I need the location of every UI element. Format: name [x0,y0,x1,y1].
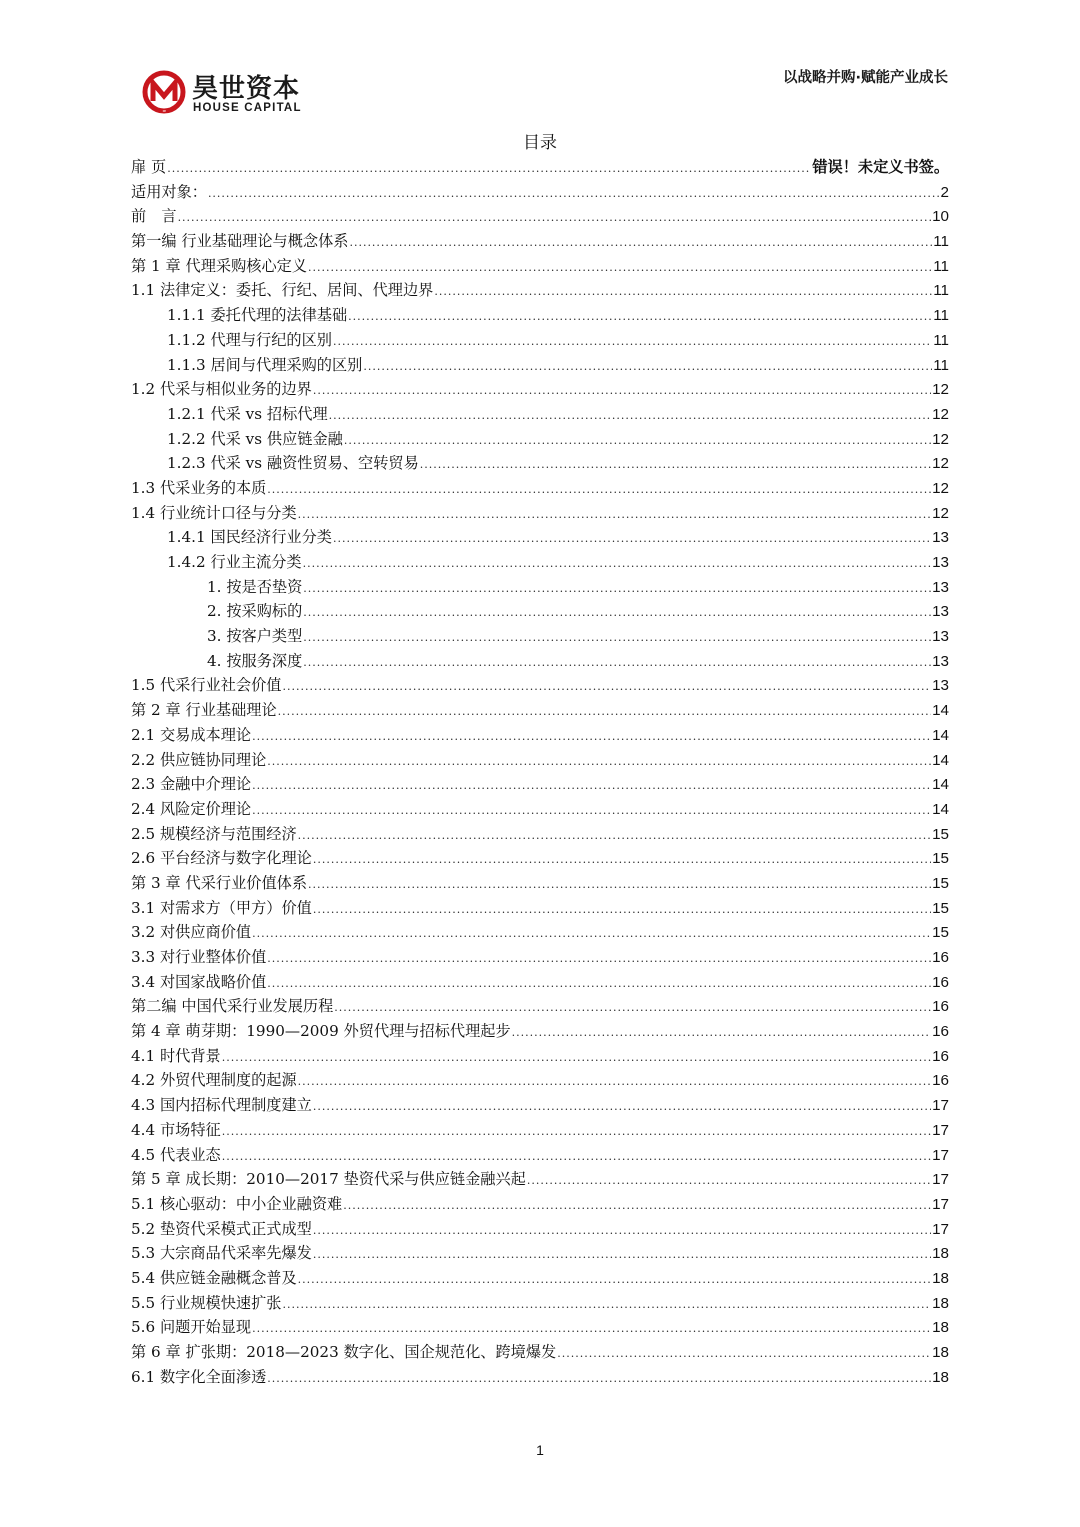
toc-entry-label: 4. 按服务深度 [207,651,303,670]
toc-entry[interactable] [131,1315,949,1340]
toc-entry-label: 第 5 章 成长期：2010—2017 垫资代采与供应链金融兴起 [131,1170,526,1189]
toc-entry[interactable] [131,1143,949,1168]
toc-entry-page: 13 [932,652,949,670]
toc-entry-label: 5.2 垫资代采模式正式成型 [131,1219,312,1238]
toc-entry-label: 第一编 行业基础理论与概念体系 [131,232,349,251]
toc-dot-leader [298,1268,931,1293]
toc-entry-label: 2.4 风险定价理论 [131,799,252,818]
toc-entry-label: 1.1.2 代理与行纪的区别 [167,330,332,349]
page-header [0,0,1080,130]
toc-dot-leader [334,996,931,1021]
toc-entry-page: 11 [933,282,949,300]
toc-entry-label: 3.3 对行业整体价值 [131,948,267,966]
toc-entry-label: 1.4.2 行业主流分类 [167,553,302,571]
toc-entry-page: 18 [932,1319,949,1337]
table-of-contents [131,155,949,1389]
toc-entry-label: 3. 按客户类型 [207,627,303,646]
toc-entry-label: 3.4 对国家战略价值 [131,972,267,991]
toc-dot-leader [252,725,931,750]
toc-entry-page: 18 [932,1344,949,1361]
toc-entry[interactable] [131,303,949,328]
toc-entry[interactable] [131,1365,949,1390]
toc-entry-page: 16 [932,998,949,1016]
toc-dot-leader [252,799,931,824]
toc-entry[interactable] [131,673,949,698]
toc-dot-leader [313,848,931,873]
toc-entry-label: 1.4 行业统计口径与分类 [131,503,297,522]
toc-entry-label: 第二编 中国代采行业发展历程 [131,997,334,1016]
toc-entry-page: 18 [932,1269,949,1287]
toc-dot-leader [303,601,931,626]
toc-title: 目录 [523,133,557,153]
toc-entry-label: 3.2 对供应商价值 [131,923,252,942]
toc-entry[interactable] [131,254,949,279]
toc-entry-page: 18 [932,1294,949,1312]
toc-entry-page: 15 [932,850,949,868]
toc-entry-label: 4.1 时代背景 [131,1046,221,1065]
toc-entry-page: 10 [932,208,949,226]
page-number: 1 [536,1442,544,1458]
company-logo [142,66,312,122]
toc-entry-page: 14 [932,726,949,744]
toc-entry[interactable] [131,427,949,452]
toc-dot-leader [343,1194,931,1219]
toc-entry-page: 13 [932,578,949,596]
toc-entry-page: 13 [932,529,949,547]
toc-entry-page: 11 [933,307,949,325]
toc-dot-leader [420,453,931,478]
toc-entry-page: 16 [932,1023,949,1041]
toc-dot-leader [313,379,931,404]
toc-entry[interactable] [131,723,949,748]
toc-entry-label: 6.1 数字化全面渗透 [131,1367,267,1386]
toc-entry-label: 5.4 供应链金融概念普及 [131,1268,297,1287]
toc-entry-label: 适用对象： [131,182,207,201]
toc-entry-page: 12 [932,430,949,448]
toc-entry-page: 14 [932,776,949,794]
toc-dot-leader [267,1367,931,1392]
toc-entry-label: 第 4 章 萌芽期：1990—2009 外贸代理与招标代理起步 [131,1022,511,1041]
toc-entry-page: 12 [932,405,949,423]
toc-entry-label: 1. 按是否垫资 [207,577,303,596]
toc-dot-leader [252,1317,931,1342]
toc-entry[interactable] [131,155,949,180]
toc-entry[interactable] [131,501,949,526]
toc-entry[interactable] [131,278,949,303]
logo-english-name: HOUSE CAPITAL [193,102,302,114]
toc-entry-page: 16 [932,1047,949,1065]
toc-dot-leader [208,182,940,207]
toc-entry-label: 1.5 代采行业社会价值 [131,676,282,695]
toc-dot-leader [349,231,932,256]
toc-entry-label: 5.3 大宗商品代采率先爆发 [131,1244,312,1263]
toc-dot-leader [298,1070,931,1095]
toc-entry-label: 4.3 国内招标代理制度建立 [131,1096,312,1115]
toc-entry-label: 1.2.1 代采 vs 招标代理 [167,404,328,423]
toc-dot-leader [222,1145,931,1170]
toc-entry-page: 2 [940,183,949,201]
toc-entry-page: 14 [932,751,949,769]
toc-entry-page: 14 [932,702,949,720]
toc-dot-leader [313,898,931,923]
toc-entry[interactable] [131,353,949,378]
toc-entry-label: 1.2 代采与相似业务的边界 [131,380,312,399]
toc-entry[interactable] [131,920,949,945]
toc-entry-page: 11 [933,331,949,349]
toc-entry[interactable] [131,1217,949,1242]
toc-entry[interactable] [131,772,949,797]
toc-entry-page: 16 [932,1072,949,1090]
toc-entry-label: 第 6 章 扩张期：2018—2023 数字化、国企规范化、跨境爆发 [131,1343,557,1361]
toc-entry-label: 第 3 章 代采行业价值体系 [131,873,308,892]
house-capital-logo-icon [142,70,186,114]
toc-entry-page: 18 [932,1368,949,1386]
toc-entry-page: 12 [932,455,949,473]
toc-entry[interactable] [131,1340,949,1365]
toc-entry-label: 1.4.1 国民经济行业分类 [167,528,332,547]
toc-dot-leader [333,527,931,552]
toc-dot-leader [363,355,932,380]
toc-dot-leader [298,824,931,849]
toc-entry-label: 扉 页 [131,158,167,176]
toc-entry[interactable] [131,451,949,476]
toc-entry[interactable] [131,945,949,970]
toc-dot-leader [303,552,931,577]
toc-dot-leader [303,626,931,651]
toc-entry[interactable] [131,1019,949,1044]
toc-entry[interactable] [131,896,949,921]
toc-dot-leader [313,1243,931,1268]
toc-entry-label: 1.1.1 委托代理的法律基础 [167,306,348,325]
toc-entry[interactable] [131,649,949,674]
toc-entry-page: 16 [932,973,949,991]
toc-dot-leader [308,873,931,898]
toc-entry[interactable] [131,328,949,353]
toc-entry[interactable] [131,822,949,847]
toc-entry-page: 15 [932,825,949,843]
toc-dot-leader [434,280,932,305]
toc-dot-leader [303,577,931,602]
toc-entry-page: 13 [932,554,949,571]
toc-entry-page: 12 [932,504,949,522]
toc-entry-page: 17 [932,1195,949,1213]
toc-entry-label: 2.1 交易成本理论 [131,725,252,744]
toc-entry-page: 17 [932,1146,949,1164]
toc-entry-page: 17 [932,1171,949,1189]
toc-entry-page: 15 [932,899,949,917]
toc-dot-leader [308,256,932,281]
toc-entry[interactable] [131,698,949,723]
toc-entry-label: 1.2.3 代采 vs 融资性贸易、空转贸易 [167,454,419,473]
toc-entry-label: 1.1.3 居间与代理采购的区别 [167,355,363,374]
toc-dot-leader [267,947,931,972]
toc-entry-label: 4.2 外贸代理制度的起源 [131,1071,297,1090]
toc-entry-page: 11 [933,233,949,251]
toc-dot-leader [178,206,932,231]
toc-entry-page: 15 [932,874,949,892]
toc-dot-leader [313,1095,931,1120]
toc-dot-leader [252,922,931,947]
toc-dot-leader [282,1293,931,1318]
toc-entry-label: 前 言 [131,207,177,226]
toc-entry[interactable] [131,1093,949,1118]
toc-entry[interactable] [131,377,949,402]
toc-dot-leader [557,1342,931,1367]
toc-entry-label: 2.3 金融中介理论 [131,775,252,794]
toc-dot-leader [512,1021,931,1046]
toc-entry[interactable] [131,476,949,501]
toc-entry-page: 15 [932,924,949,942]
toc-entry-label: 5.6 问题开始显现 [131,1318,252,1337]
toc-entry[interactable] [131,402,949,427]
toc-entry[interactable] [131,599,949,624]
toc-entry[interactable] [131,1291,949,1316]
toc-entry[interactable] [131,1068,949,1093]
toc-entry-page: 12 [932,479,949,497]
toc-entry-page: 13 [932,628,949,646]
toc-entry[interactable] [131,575,949,600]
toc-dot-leader [267,750,931,775]
header-slogan: 以战略并购·赋能产业成长 [782,70,948,86]
toc-dot-leader [267,972,931,997]
toc-dot-leader [303,651,931,676]
toc-entry-label: 5.5 行业规模快速扩张 [131,1293,282,1312]
toc-dot-leader [278,700,931,725]
toc-entry-page: 13 [932,677,949,695]
toc-entry-label: 1.3 代采业务的本质 [131,478,267,497]
toc-entry-label: 2.6 平台经济与数字化理论 [131,849,312,868]
toc-entry[interactable] [131,748,949,773]
toc-dot-leader [252,774,931,799]
toc-dot-leader [267,478,931,503]
toc-entry[interactable] [131,229,949,254]
toc-entry-label: 2.5 规模经济与范围经济 [131,824,297,843]
toc-dot-leader [329,404,931,429]
toc-entry[interactable] [131,1118,949,1143]
toc-entry-page: 13 [932,603,949,621]
toc-dot-leader [333,330,932,355]
toc-entry[interactable] [131,1266,949,1291]
toc-entry-label: 4.4 市场特征 [131,1120,221,1139]
toc-dot-leader [313,1219,931,1244]
toc-dot-leader [167,157,811,182]
toc-dot-leader [222,1120,931,1145]
toc-entry-page: 17 [932,1097,949,1115]
toc-entry-page: 11 [933,257,949,275]
toc-entry[interactable] [131,846,949,871]
toc-entry-page: 16 [932,949,949,966]
toc-entry[interactable] [131,204,949,229]
toc-dot-leader [527,1169,931,1194]
toc-entry[interactable] [131,797,949,822]
toc-entry[interactable] [131,1167,949,1192]
toc-entry[interactable] [131,180,949,205]
toc-entry-page: 17 [932,1220,949,1238]
toc-entry-page: 17 [932,1121,949,1139]
toc-entry-page: 11 [933,356,949,374]
toc-entry[interactable] [131,1192,949,1217]
toc-entry-label: 2. 按采购标的 [207,602,303,621]
toc-entry[interactable] [131,871,949,896]
toc-dot-leader [222,1046,931,1071]
toc-dot-leader [344,429,931,454]
toc-dot-leader [298,503,931,528]
toc-entry-page: 错误！未定义书签。 [812,158,949,176]
toc-entry-page: 12 [932,381,949,399]
toc-entry-page: 14 [932,800,949,818]
toc-entry-label: 2.2 供应链协同理论 [131,750,267,769]
toc-entry-label: 3.1 对需求方（甲方）价值 [131,898,312,917]
toc-entry[interactable] [131,970,949,995]
toc-entry-label: 4.5 代表业态 [131,1145,221,1164]
toc-entry-page: 18 [932,1245,949,1263]
toc-entry[interactable] [131,1241,949,1266]
toc-entry-label: 第 1 章 代理采购核心定义 [131,256,308,275]
toc-entry[interactable] [131,994,949,1019]
toc-entry-label: 1.1 法律定义：委托、行纪、居间、代理边界 [131,281,434,300]
toc-entry-label: 第 2 章 行业基础理论 [131,701,277,720]
toc-entry-label: 5.1 核心驱动：中小企业融资难 [131,1194,343,1213]
toc-dot-leader [282,675,931,700]
toc-entry-label: 1.2.2 代采 vs 供应链金融 [167,429,343,448]
toc-entry[interactable] [131,525,949,550]
toc-entry[interactable] [131,1044,949,1069]
toc-dot-leader [348,305,932,330]
toc-entry[interactable] [131,624,949,649]
logo-chinese-name: 昊世资本 [192,74,301,104]
toc-entry[interactable] [131,550,949,575]
